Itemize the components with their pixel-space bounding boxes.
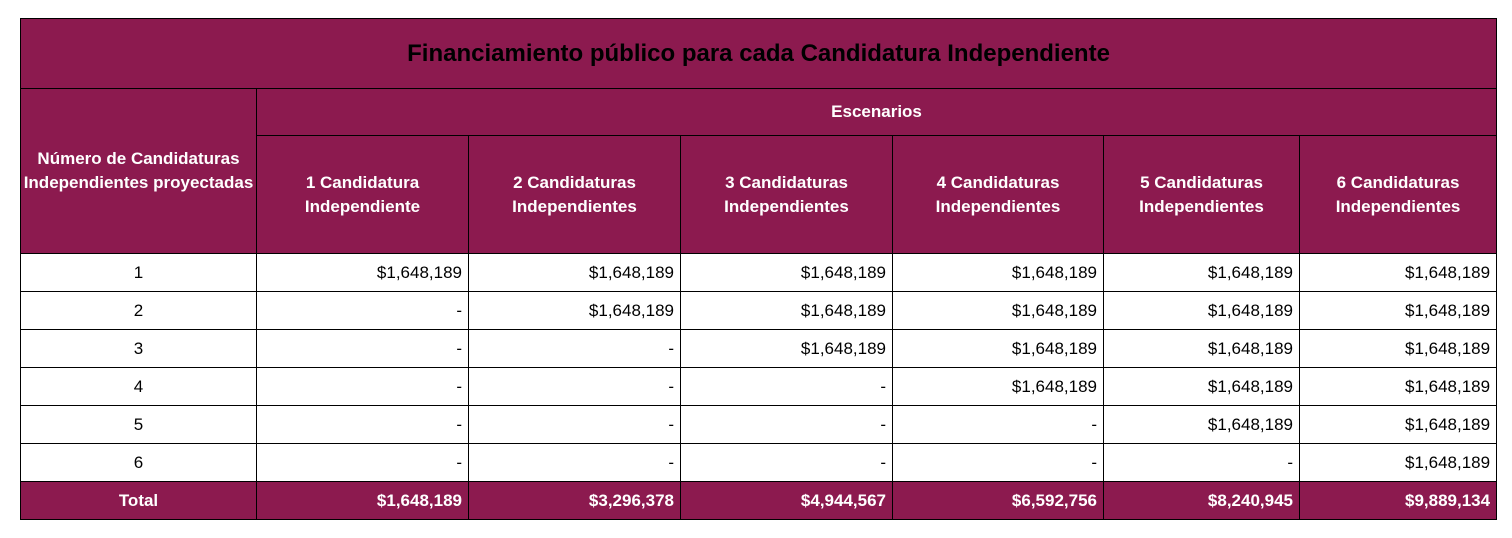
table-cell: -	[257, 406, 469, 444]
table-row	[21, 406, 1497, 444]
table-cell: $1,648,189	[1104, 406, 1300, 444]
total-label: Total	[21, 482, 257, 520]
table-cell: $1,648,189	[681, 330, 893, 368]
total-cell: $3,296,378	[469, 482, 681, 520]
table-cell: $1,648,189	[1104, 292, 1300, 330]
table-cell: $1,648,189	[681, 292, 893, 330]
total-cell: $8,240,945	[1104, 482, 1300, 520]
row-label: 1	[21, 254, 257, 292]
table-cell: $1,648,189	[893, 330, 1104, 368]
table-cell: $1,648,189	[1300, 406, 1497, 444]
table-cell: $1,648,189	[469, 292, 681, 330]
column-header: 6 Candidaturas Independientes	[1300, 136, 1497, 254]
table-cell: -	[893, 444, 1104, 482]
row-label: 6	[21, 444, 257, 482]
table-cell: $1,648,189	[681, 254, 893, 292]
table-cell: $1,648,189	[1104, 330, 1300, 368]
total-cell: $1,648,189	[257, 482, 469, 520]
table-cell: -	[469, 368, 681, 406]
table-cell: $1,648,189	[1300, 292, 1497, 330]
table-cell: $1,648,189	[469, 254, 681, 292]
row-label: 3	[21, 330, 257, 368]
table-row	[21, 444, 1497, 482]
table-cell: $1,648,189	[1104, 254, 1300, 292]
table-cell: -	[469, 330, 681, 368]
table-cell: -	[893, 406, 1104, 444]
column-header: 1 Candidatura Independiente	[257, 136, 469, 254]
table-cell: $1,648,189	[1104, 368, 1300, 406]
total-cell: $9,889,134	[1300, 482, 1497, 520]
table-cell: $1,648,189	[1300, 368, 1497, 406]
table-cell: $1,648,189	[893, 254, 1104, 292]
column-header: 3 Candidaturas Independientes	[681, 136, 893, 254]
table-cell: -	[681, 406, 893, 444]
table-cell: -	[257, 444, 469, 482]
table-row	[21, 292, 1497, 330]
table-cell: -	[681, 444, 893, 482]
table-cell: -	[1104, 444, 1300, 482]
row-label: 5	[21, 406, 257, 444]
column-header: 5 Candidaturas Independientes	[1104, 136, 1300, 254]
table-cell: -	[257, 368, 469, 406]
total-row	[21, 482, 1497, 520]
table-cell: -	[681, 368, 893, 406]
table-cell: $1,648,189	[1300, 330, 1497, 368]
row-label: 4	[21, 368, 257, 406]
table-cell: $1,648,189	[1300, 444, 1497, 482]
table-cell: -	[469, 406, 681, 444]
table-cell: $1,648,189	[257, 254, 469, 292]
total-cell: $6,592,756	[893, 482, 1104, 520]
column-header: 2 Candidaturas Independientes	[469, 136, 681, 254]
financing-table	[20, 18, 1497, 520]
table-cell: -	[469, 444, 681, 482]
row-header: Número de Candidaturas Independientes proyectadas	[21, 89, 257, 254]
table-cell: $1,648,189	[1300, 254, 1497, 292]
table-row	[21, 368, 1497, 406]
table-title: Financiamiento público para cada Candidatura Independiente	[21, 19, 1497, 89]
table-row	[21, 330, 1497, 368]
group-header-escenarios: Escenarios	[257, 89, 1497, 136]
column-header: 4 Candidaturas Independientes	[893, 136, 1104, 254]
table-cell: -	[257, 292, 469, 330]
total-cell: $4,944,567	[681, 482, 893, 520]
financing-table-container	[20, 18, 1496, 520]
row-label: 2	[21, 292, 257, 330]
table-cell: -	[257, 330, 469, 368]
table-cell: $1,648,189	[893, 292, 1104, 330]
table-cell: $1,648,189	[893, 368, 1104, 406]
table-row	[21, 254, 1497, 292]
